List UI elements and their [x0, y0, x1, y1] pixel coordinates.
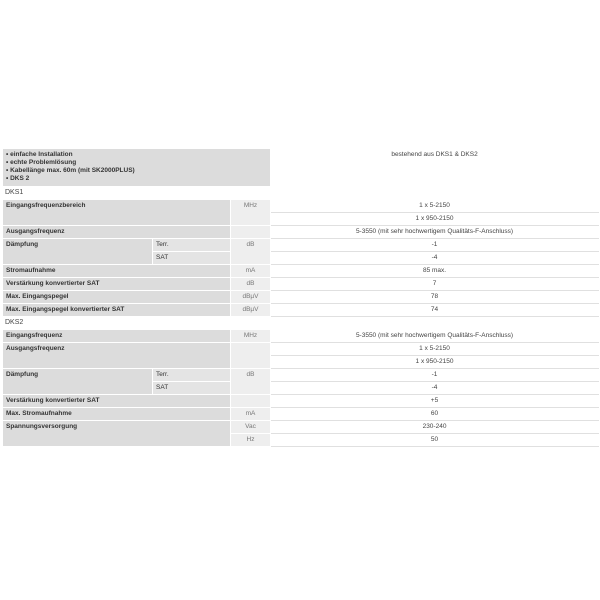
row-unit: dB	[231, 239, 271, 265]
row-label: Ausgangsfrequenz	[3, 343, 231, 369]
table-row	[3, 343, 599, 356]
row-unit: mA	[231, 265, 271, 278]
row-label: Eingangsfrequenz	[3, 330, 231, 343]
row-label: Dämpfung	[3, 369, 153, 395]
section-title: DKS1	[3, 187, 599, 200]
row-unit	[231, 226, 271, 239]
intro-row	[3, 149, 599, 187]
row-value: 1 x 5-2150	[271, 200, 599, 213]
row-unit: MHz	[231, 200, 271, 226]
row-unit: mA	[231, 408, 271, 421]
table-row	[3, 395, 599, 408]
row-value: 5-3550 (mit sehr hochwertigem Qualitäts-F-Anschluss)	[271, 330, 599, 343]
row-label: Max. Stromaufnahme	[3, 408, 231, 421]
row-value: 1 x 5-2150	[271, 343, 599, 356]
section-header-dks2	[3, 317, 599, 330]
row-value: 1 x 950-2150	[271, 356, 599, 369]
row-unit	[231, 395, 271, 408]
row-value: -1	[271, 369, 599, 382]
row-value: 85 max.	[271, 265, 599, 278]
row-label: Dämpfung	[3, 239, 153, 265]
row-value: 60	[271, 408, 599, 421]
feature-item: • Kabellänge max. 60m (mit SK2000PLUS)	[6, 167, 135, 174]
table-row	[3, 226, 599, 239]
feature-list	[3, 149, 271, 187]
row-label: Max. Eingangspegel konvertierter SAT	[3, 304, 231, 317]
table-row	[3, 278, 599, 291]
row-label: Eingangsfrequenzbereich	[3, 200, 231, 226]
row-value: -1	[271, 239, 599, 252]
row-unit	[231, 343, 271, 369]
row-value: 7	[271, 278, 599, 291]
row-value: 1 x 950-2150	[271, 213, 599, 226]
section-header-dks1	[3, 187, 599, 200]
row-value: -4	[271, 382, 599, 395]
table-row	[3, 200, 599, 213]
row-sublabel: Terr.	[153, 369, 231, 382]
intro-value: bestehend aus DKS1 & DKS2	[271, 149, 599, 187]
row-sublabel: Terr.	[153, 239, 231, 252]
row-label: Verstärkung konvertierter SAT	[3, 278, 231, 291]
table-row	[3, 291, 599, 304]
row-unit: dB	[231, 278, 271, 291]
row-unit: dBµV	[231, 304, 271, 317]
row-label: Verstärkung konvertierter SAT	[3, 395, 231, 408]
row-label: Max. Eingangspegel	[3, 291, 231, 304]
table-row	[3, 369, 599, 382]
row-label: Ausgangsfrequenz	[3, 226, 231, 239]
row-unit: dBµV	[231, 291, 271, 304]
section-title: DKS2	[3, 317, 599, 330]
row-value: -4	[271, 252, 599, 265]
table-row	[3, 330, 599, 343]
table-row	[3, 265, 599, 278]
row-value: 50	[271, 434, 599, 447]
table-row	[3, 408, 599, 421]
feature-item: • DKS 2	[6, 175, 30, 182]
row-value: 230-240	[271, 421, 599, 434]
row-label: Spannungsversorgung	[3, 421, 231, 447]
row-unit: dB	[231, 369, 271, 395]
row-value: +5	[271, 395, 599, 408]
row-sublabel: SAT	[153, 252, 231, 265]
row-unit: Vac	[231, 421, 271, 434]
row-label: Stromaufnahme	[3, 265, 231, 278]
spec-table	[2, 148, 599, 447]
table-row	[3, 239, 599, 252]
row-value: 78	[271, 291, 599, 304]
row-unit: Hz	[231, 434, 271, 447]
spec-table-container	[2, 148, 598, 447]
row-sublabel: SAT	[153, 382, 231, 395]
row-value: 74	[271, 304, 599, 317]
row-value: 5-3550 (mit sehr hochwertigem Qualitäts-F-Anschluss)	[271, 226, 599, 239]
feature-item: • einfache Installation	[6, 151, 73, 158]
feature-item: • echte Problemlösung	[6, 159, 77, 166]
table-row	[3, 304, 599, 317]
row-unit: MHz	[231, 330, 271, 343]
table-row	[3, 421, 599, 434]
